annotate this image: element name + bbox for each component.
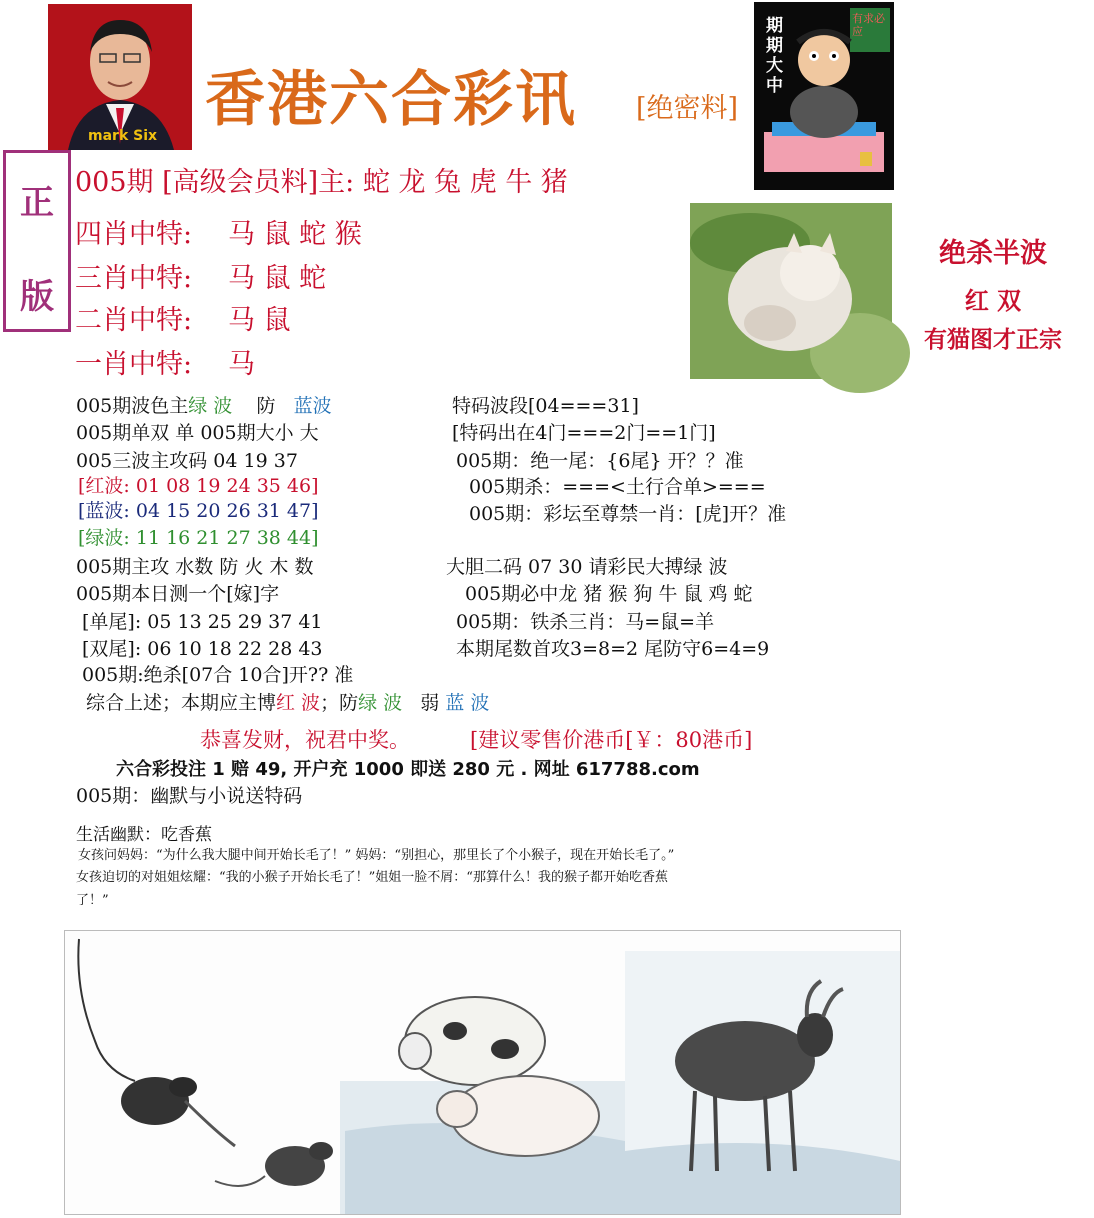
- zodiac-paintings: [64, 930, 901, 1215]
- green-wave-line: [绿波: 11 16 21 27 38 44]: [78, 527, 319, 549]
- badge-char-2: 版: [20, 277, 54, 317]
- goat-painting: [625, 951, 900, 1214]
- wave-line: [76, 391, 332, 418]
- summary-green: 绿 波: [358, 692, 403, 714]
- page-title: 香港六合彩讯: [205, 65, 577, 135]
- wave-main: 绿 波: [188, 395, 233, 417]
- portrait-logo-text: mark Six: [88, 128, 158, 144]
- kill-combo-line: 005期杀：===<土行合单>===: [469, 476, 766, 498]
- segment-line: 特码波段[04===31]: [452, 395, 639, 417]
- summary-mid: ；防: [320, 692, 359, 714]
- summary-blue: 蓝 波: [445, 692, 490, 714]
- three-wave-line: 005三波主攻码 04 19 37: [76, 450, 298, 472]
- pick-3-label: 三肖中特:: [75, 263, 193, 294]
- humor-heading: 005期：幽默与小说送特码: [76, 785, 303, 807]
- cat-box-line-2: 红 双: [964, 286, 1022, 315]
- pick-1-value: 马: [228, 349, 255, 380]
- tail-attack-line: 本期尾数首攻3=8=2 尾防守6=4=9: [456, 638, 770, 660]
- joke-line-1: 女孩问妈妈：“为什么我大腿中间开始长毛了！” 妈妈：“别担心，那里长了个小猴子，现在开始长毛了。”: [78, 848, 675, 863]
- cat-box-line-3: 有猫图才正宗: [924, 326, 1062, 353]
- congrats-text: 恭喜发财，祝君中奖。: [200, 728, 410, 752]
- painting-strip-svg: [65, 931, 900, 1214]
- ban-line: 005期：彩坛至尊禁一肖：[虎]开？准: [469, 503, 787, 525]
- joke-line-3: 了！”: [76, 893, 109, 908]
- pick-4-value: 马 鼠 蛇 猴: [228, 219, 362, 250]
- blue-wave-line: [蓝波: 04 15 20 26 31 47]: [78, 500, 319, 522]
- authentic-badge: [3, 150, 71, 332]
- main-line: 005期 [高级会员料]主: 蛇 龙 兔 虎 牛 猪: [75, 167, 568, 198]
- price-text: [建议零售价港币[￥：80港币]: [470, 728, 753, 752]
- dragon-line: 005期必中龙 猪 猴 狗 牛 鼠 鸡 蛇: [465, 583, 753, 605]
- badge-char-1: 正: [20, 183, 54, 223]
- even-tail-line: [双尾]: 06 10 18 22 28 43: [82, 638, 323, 660]
- portrait-image: [48, 4, 192, 150]
- odd-tail-line: [单尾]: 05 13 25 29 37 41: [82, 611, 323, 633]
- page-subtitle: [绝密料]: [636, 93, 739, 124]
- pick-2-label: 二肖中特:: [75, 305, 193, 336]
- wave-guard-label: 防: [256, 395, 276, 417]
- pick-2-value: 马 鼠: [228, 305, 291, 336]
- summary-red: 红 波: [276, 692, 321, 714]
- pick-4-label: 四肖中特:: [75, 219, 193, 250]
- element-line: 005期主攻 水数 防 火 木 数: [76, 556, 314, 578]
- red-wave-line: [红波: 01 08 19 24 35 46]: [78, 475, 319, 497]
- summary-line: [86, 688, 489, 715]
- summary-prefix: 综合上述；本期应主博: [86, 692, 277, 714]
- cartoon-text: 期期大中: [766, 16, 783, 96]
- iron-kill-line: 005期：铁杀三肖：马=鼠=羊: [456, 611, 715, 633]
- pick-1-label: 一肖中特:: [75, 349, 193, 380]
- daily-char-line: 005期本日测一个[嫁]字: [76, 583, 280, 605]
- wave-guard: 蓝波: [293, 395, 332, 417]
- joke-title: 生活幽默：吃香蕉: [76, 825, 212, 845]
- two-codes-line: 大胆二码 07 30 请彩民大搏绿 波: [446, 556, 728, 578]
- cartoon-sign-text: 有求必应: [852, 12, 885, 38]
- wave-prefix: 005期波色主: [76, 395, 189, 417]
- doors-line: [特码出在4门===2门==1门]: [452, 422, 716, 444]
- tail-line: 005期：绝一尾：{6尾} 开？？准: [456, 450, 744, 472]
- joke-line-2: 女孩迫切的对姐姐炫耀：“我的小猴子开始长毛了！”姐姐一脸不屑：“那算什么！我的猴子都开始吃香蕉: [76, 870, 668, 885]
- cat-box-line-1: 绝杀半波: [939, 238, 1047, 269]
- kill-line: 005期:绝杀[07合 10合]开?? 准: [82, 664, 354, 686]
- cat-photo-box: [690, 203, 1062, 379]
- promo-text: 六合彩投注 1 赔 49, 开户充 1000 即送 280 元 . 网址 617788.com: [116, 759, 700, 780]
- pick-3-value: 马 鼠 蛇: [228, 263, 327, 294]
- cartoon-monk-image: [754, 2, 894, 190]
- summary-weak: 弱: [420, 692, 440, 714]
- odd-even-line: 005期单双 单 005期大小 大: [76, 422, 319, 444]
